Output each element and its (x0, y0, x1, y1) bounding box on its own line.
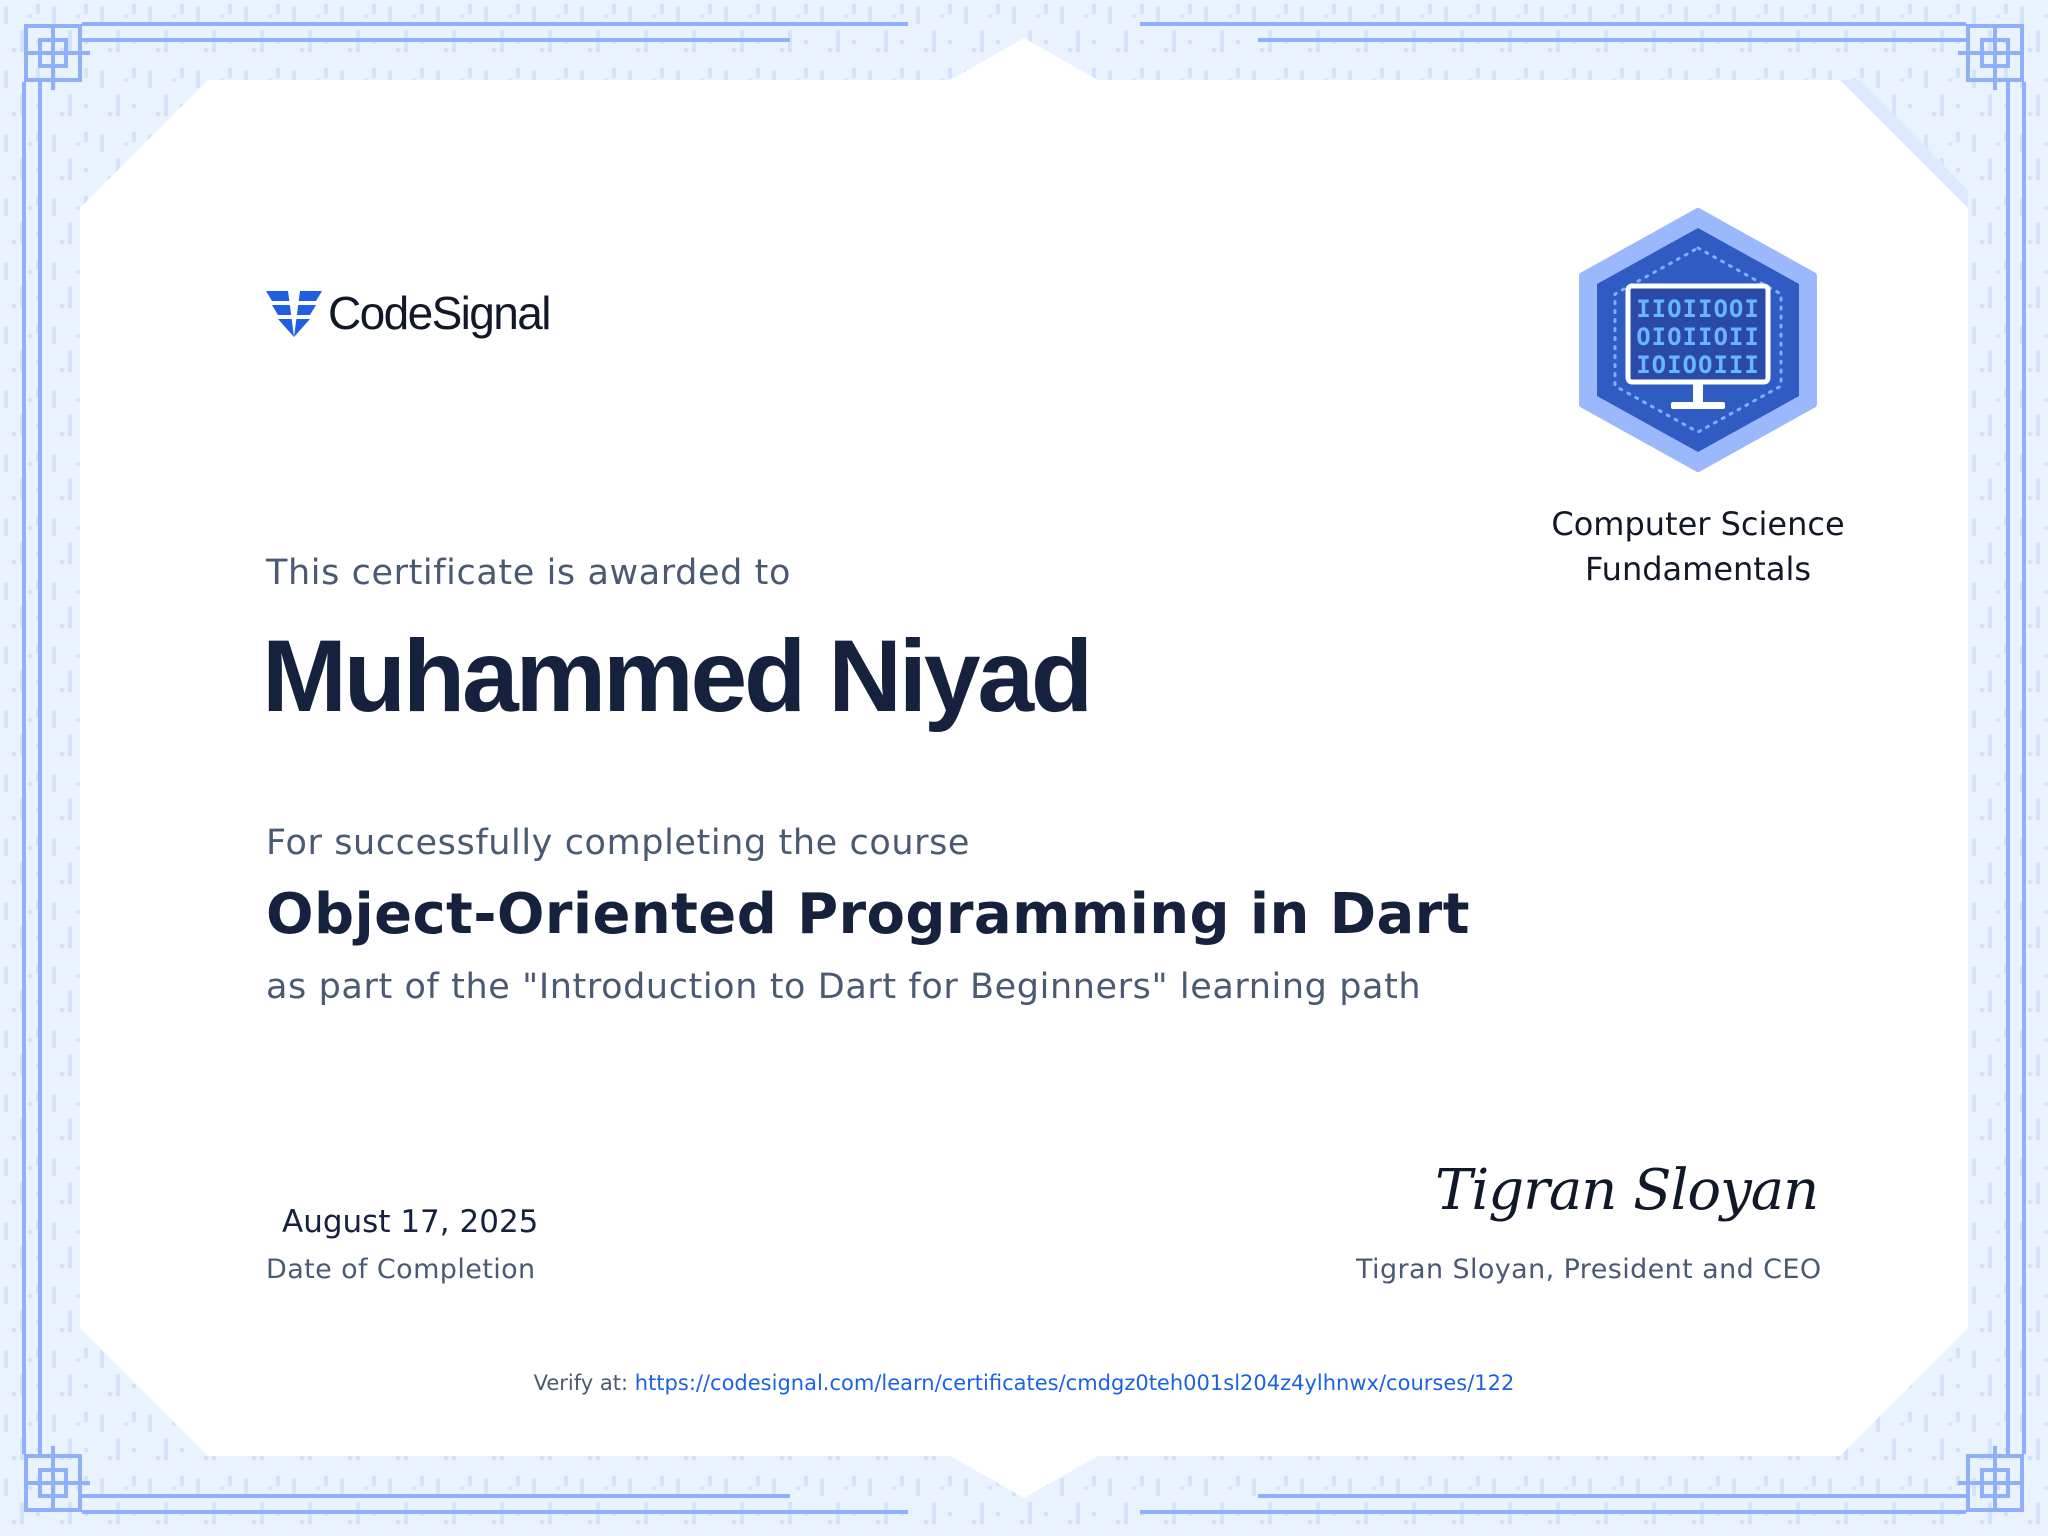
recipient-name: Muhammed Niyad (262, 619, 1091, 733)
badge-title (1470, 502, 1926, 592)
binary-row-3: IOIOOIII (1636, 351, 1760, 379)
awarded-text: This certificate is awarded to (266, 553, 791, 593)
completion-date: August 17, 2025 (282, 1204, 539, 1240)
course-title: Object-Oriented Programming in Dart (266, 882, 1470, 947)
verify-line (0, 1371, 2048, 1395)
verify-label: Verify at: (533, 1371, 629, 1395)
binary-row-2: OIOIIOII (1636, 323, 1760, 351)
badge-title-line-2: Fundamentals (1585, 550, 1811, 588)
date-label: Date of Completion (266, 1254, 536, 1285)
completion-text: For successfully completing the course (266, 823, 971, 863)
brand-name: CodeSignal (328, 287, 550, 339)
signature: Tigran Sloyan (1435, 1158, 1819, 1223)
signer-title: Tigran Sloyan, President and CEO (1356, 1254, 1822, 1285)
badge-title-line-1: Computer Science (1551, 505, 1845, 543)
learning-path-text: as part of the "Introduction to Dart for Beginners" learning path (266, 967, 1422, 1007)
codesignal-logo-icon (266, 287, 322, 339)
verify-link[interactable]: https://codesignal.com/learn/certificates/cmdgz0teh001sl204z4ylhnwx/courses/122 (634, 1371, 1515, 1395)
binary-row-1: IIOIIOOI (1636, 295, 1760, 323)
binary-monitor-icon (1575, 208, 1821, 472)
codesignal-logo (266, 286, 550, 340)
